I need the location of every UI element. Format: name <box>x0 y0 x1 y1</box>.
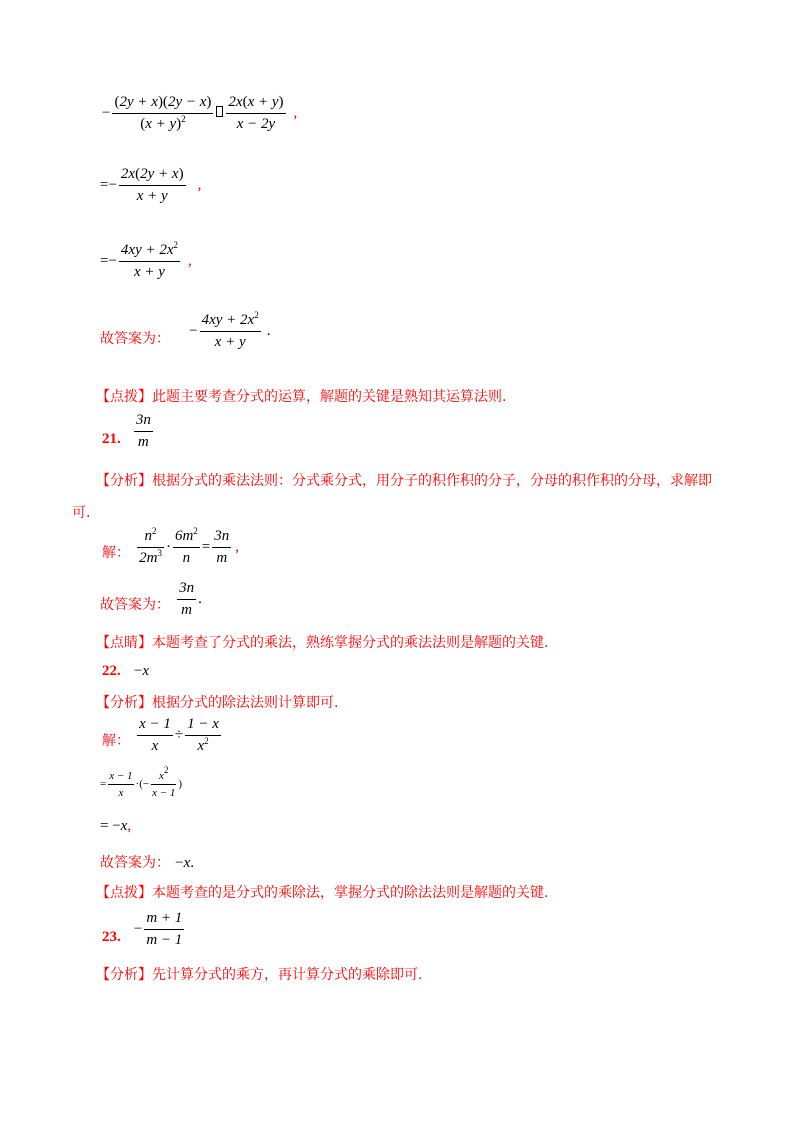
fenxi-23: 【分析】先计算分式的乘方，再计算分式的乘除即可. <box>96 967 423 983</box>
fenxi-21-line2: 可. <box>72 505 91 521</box>
math-step-1: − $\frac{(2y + x)(2y - x)}{(x + y)^2}$ $\frac{2x(x + y)}{x - 2y}$ , <box>102 94 298 132</box>
solve-21: 解： $\frac{n^2}{2m^3}$ · $\frac{6m^2}{n}$ = $\frac{3n}{m}$ , <box>102 526 239 566</box>
question-22: 22. −x <box>102 663 149 679</box>
question-23: 23. − $\frac{m + 1}{m - 1}$ <box>102 910 183 948</box>
dianbo-note-1: 【点拨】此题主要考查分式的运算，解题的关键是熟知其运算法则. <box>96 389 507 405</box>
answer-22: 故答案为： −x. <box>100 855 194 871</box>
answer-20: 故答案为： − $\frac{4xy + 2x^2}{x + y}$ . <box>100 310 271 350</box>
math-step-22-3: = −x, <box>100 818 132 834</box>
dianjing-note: 【点睛】本题考查了分式的乘法，熟练掌握分式的乘法法则是解题的关键. <box>96 635 549 651</box>
dianbo-note-2: 【点拨】本题考查的是分式的乘除法，掌握分式的除法法则是解题的关键. <box>96 885 549 901</box>
question-21: 21. $\frac{3n}{m}$ <box>102 412 151 450</box>
fenxi-21-line1: 【分析】根据分式的乘法法则：分式乘分式，用分子的积作积的分子，分母的积作积的分母，求解即 <box>96 473 712 489</box>
math-step-2: =− $\frac{2x(2y + x)}{x + y}$ , <box>100 166 202 204</box>
answer-label: 故答案为： <box>100 330 170 347</box>
fenxi-22: 【分析】根据分式的除法法则计算即可. <box>96 695 339 711</box>
solve-22: 解： $\frac{x - 1}{x}$ ÷ $\frac{1 - x}{x^2}$ <box>102 716 219 754</box>
math-step-22-2: = $\frac{x - 1}{x}$ ·(− $\frac{x^2}{x - 1}$ ) <box>100 765 183 799</box>
math-step-3: =− $\frac{4xy + 2x^2}{x + y}$ , <box>100 240 192 280</box>
answer-21: 故答案为： $\frac{3n}{m}$ . <box>100 580 202 618</box>
